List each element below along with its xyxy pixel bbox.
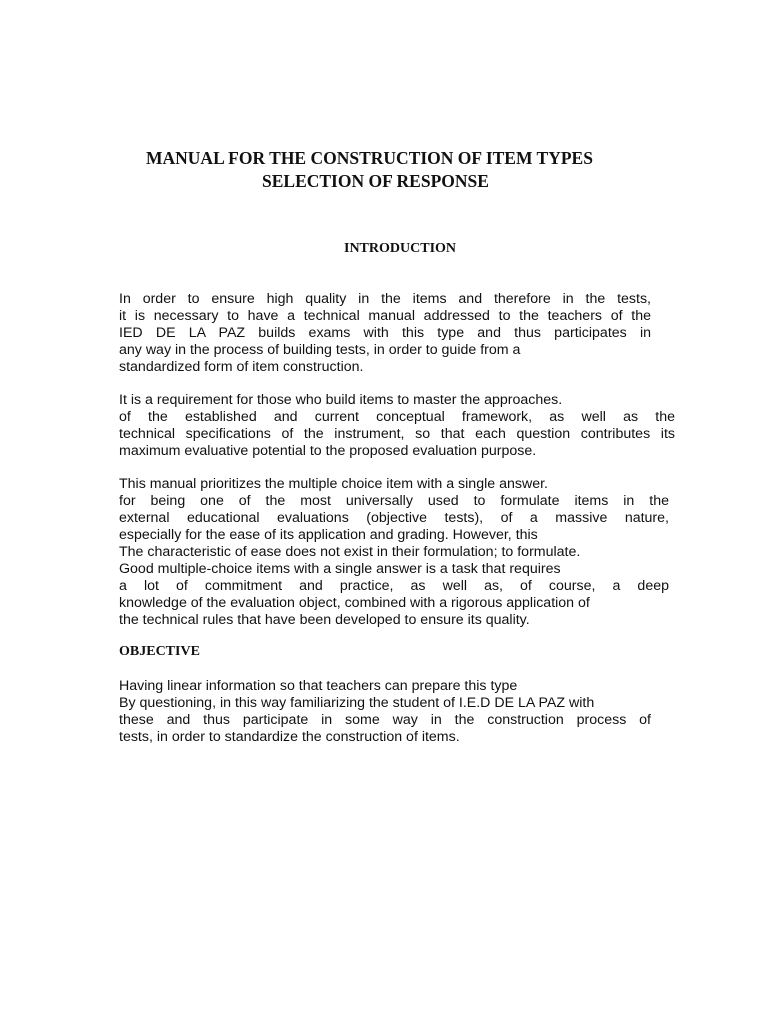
objective-heading: OBJECTIVE [119,644,200,659]
paragraph-line: these and thus participate in some way in the construction process of [119,712,651,728]
paragraph-line: a lot of commitment and practice, as well as, of course, a deep [119,578,669,594]
paragraph-line: standardized form of item construction. [119,359,364,375]
paragraph-line: technical specifications of the instrument, so that each question contributes its [119,426,675,442]
paragraph-line: for being one of the most universally used to formulate items in the [119,493,669,509]
paragraph-line: any way in the process of building tests, in order to guide from a [119,342,521,358]
introduction-heading: INTRODUCTION [344,241,457,256]
objective-paragraph [119,678,651,746]
paragraph-line: especially for the ease of its application and grading. However, this [119,527,538,543]
paragraph-line: By questioning, in this way familiarizing the student of I.E.D DE LA PAZ with [119,695,595,711]
paragraph-line: external educational evaluations (objective tests), of a massive nature, [119,510,669,526]
paragraph-line: The characteristic of ease does not exist in their formulation; to formulate. [119,544,581,560]
paragraph-line: knowledge of the evaluation object, combined with a rigorous application of [119,595,590,611]
document-title-line-1: MANUAL FOR THE CONSTRUCTION OF ITEM TYPES [146,148,593,168]
paragraph-line: maximum evaluative potential to the proposed evaluation purpose. [119,443,537,459]
introduction-paragraph-1 [119,291,651,376]
paragraph-line: In order to ensure high quality in the items and therefore in the tests, [119,291,651,307]
paragraph-line: Having linear information so that teachers can prepare this type [119,678,518,694]
document-title-line-2: SELECTION OF RESPONSE [262,171,489,191]
paragraph-line: the technical rules that have been developed to ensure its quality. [119,612,530,628]
paragraph-line: tests, in order to standardize the construction of items. [119,729,460,745]
paragraph-line: Good multiple-choice items with a single answer is a task that requires [119,561,561,577]
paragraph-line: IED DE LA PAZ builds exams with this type and thus participates in [119,325,651,341]
paragraph-line: This manual prioritizes the multiple choice item with a single answer. [119,476,548,492]
paragraph-line: It is a requirement for those who build items to master the approaches. [119,392,563,408]
paragraph-line: of the established and current conceptual framework, as well as the [119,409,675,425]
introduction-paragraph-2 [119,392,675,460]
paragraph-line: it is necessary to have a technical manual addressed to the teachers of the [119,308,651,324]
introduction-paragraph-3 [119,476,669,629]
